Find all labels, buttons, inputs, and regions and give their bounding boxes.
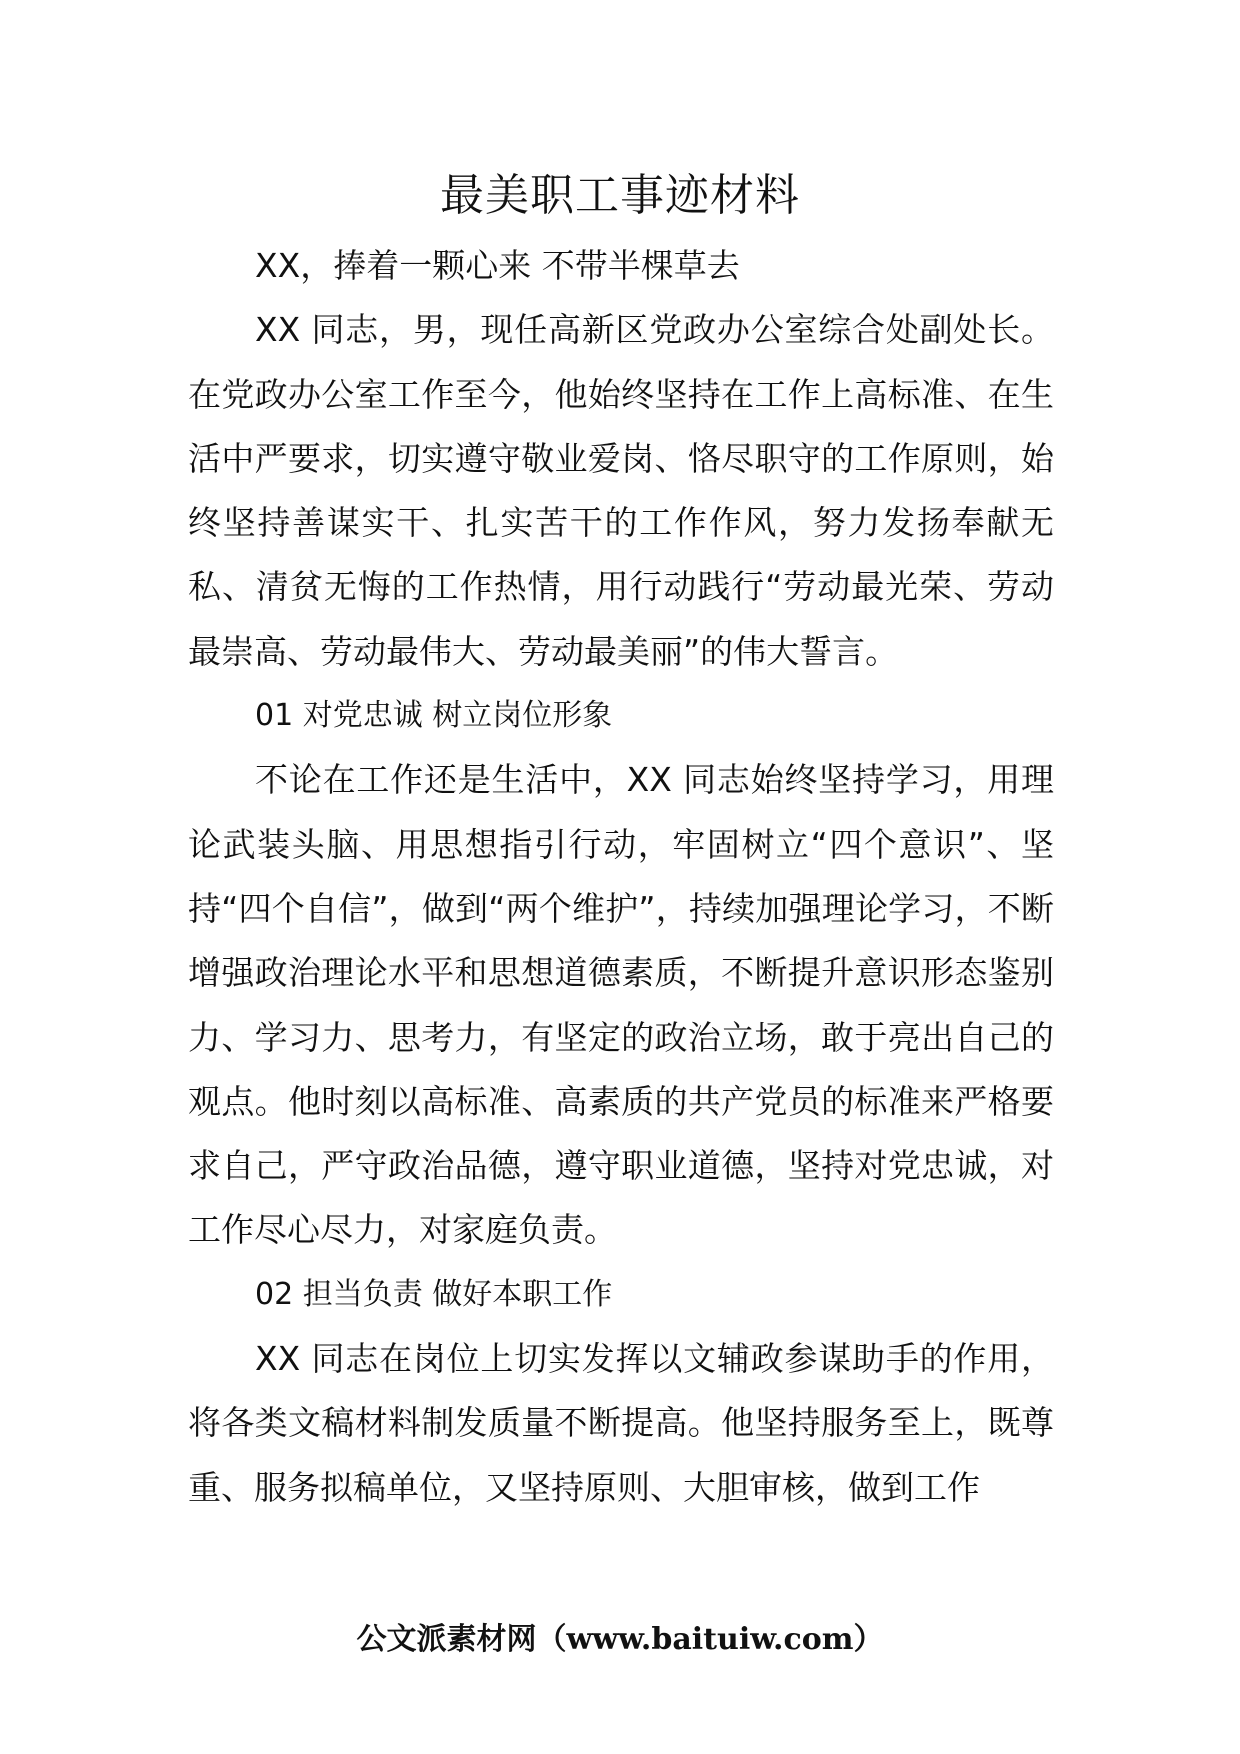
- section-heading-02: 02 担当负责 做好本职工作: [255, 1276, 613, 1312]
- subtitle-line: XX，捧着一颗心来 不带半棵草去: [255, 246, 740, 285]
- document-body: [188, 234, 1054, 1520]
- paragraph-intro: XX 同志，男，现任高新区党政办公室综合处副处长。在党政办公室工作至今，他始终坚持在工作上高标准、在生活中严要求，切实遵守敬业爱岗、恪尽职守的工作原则，始终坚持善谋实干、扎实苦干的工作作风，努力发扬奉献无私、清贫无悔的工作热情，用行动践行“劳动最光荣、劳动最崇高、劳动最伟大、劳动最美丽”的伟大誓言。: [188, 310, 1054, 671]
- section-heading-01: 01 对党忠诚 树立岗位形象: [255, 698, 613, 734]
- paragraph-section-02: XX 同志在岗位上切实发挥以文辅政参谋助手的作用，将各类文稿材料制发质量不断提高。他坚持服务至上，既尊重、服务拟稿单位，又坚持原则、大胆审核，做到工作: [188, 1339, 1054, 1507]
- footer-watermark: 公文派素材网（www.baituiw.com）: [356, 1622, 884, 1657]
- document-title: 最美职工事迹材料: [440, 170, 800, 221]
- paragraph-section-01: 不论在工作还是生活中，XX 同志始终坚持学习，用理论武装头脑、用思想指引行动，牢固树立“四个意识”、坚持“四个自信”，做到“两个维护”，持续加强理论学习，不断增强政治理论水平和思想道德素质，不断提升意识形态鉴别力、学习力、思考力，有坚定的政治立场，敢于亮出自己的观点。他时刻以高标准、高素质的共产党员的标准来严格要求自己，严守政治品德，遵守职业道德，坚持对党忠诚，对工作尽心尽力，对家庭负责。: [188, 760, 1054, 1250]
